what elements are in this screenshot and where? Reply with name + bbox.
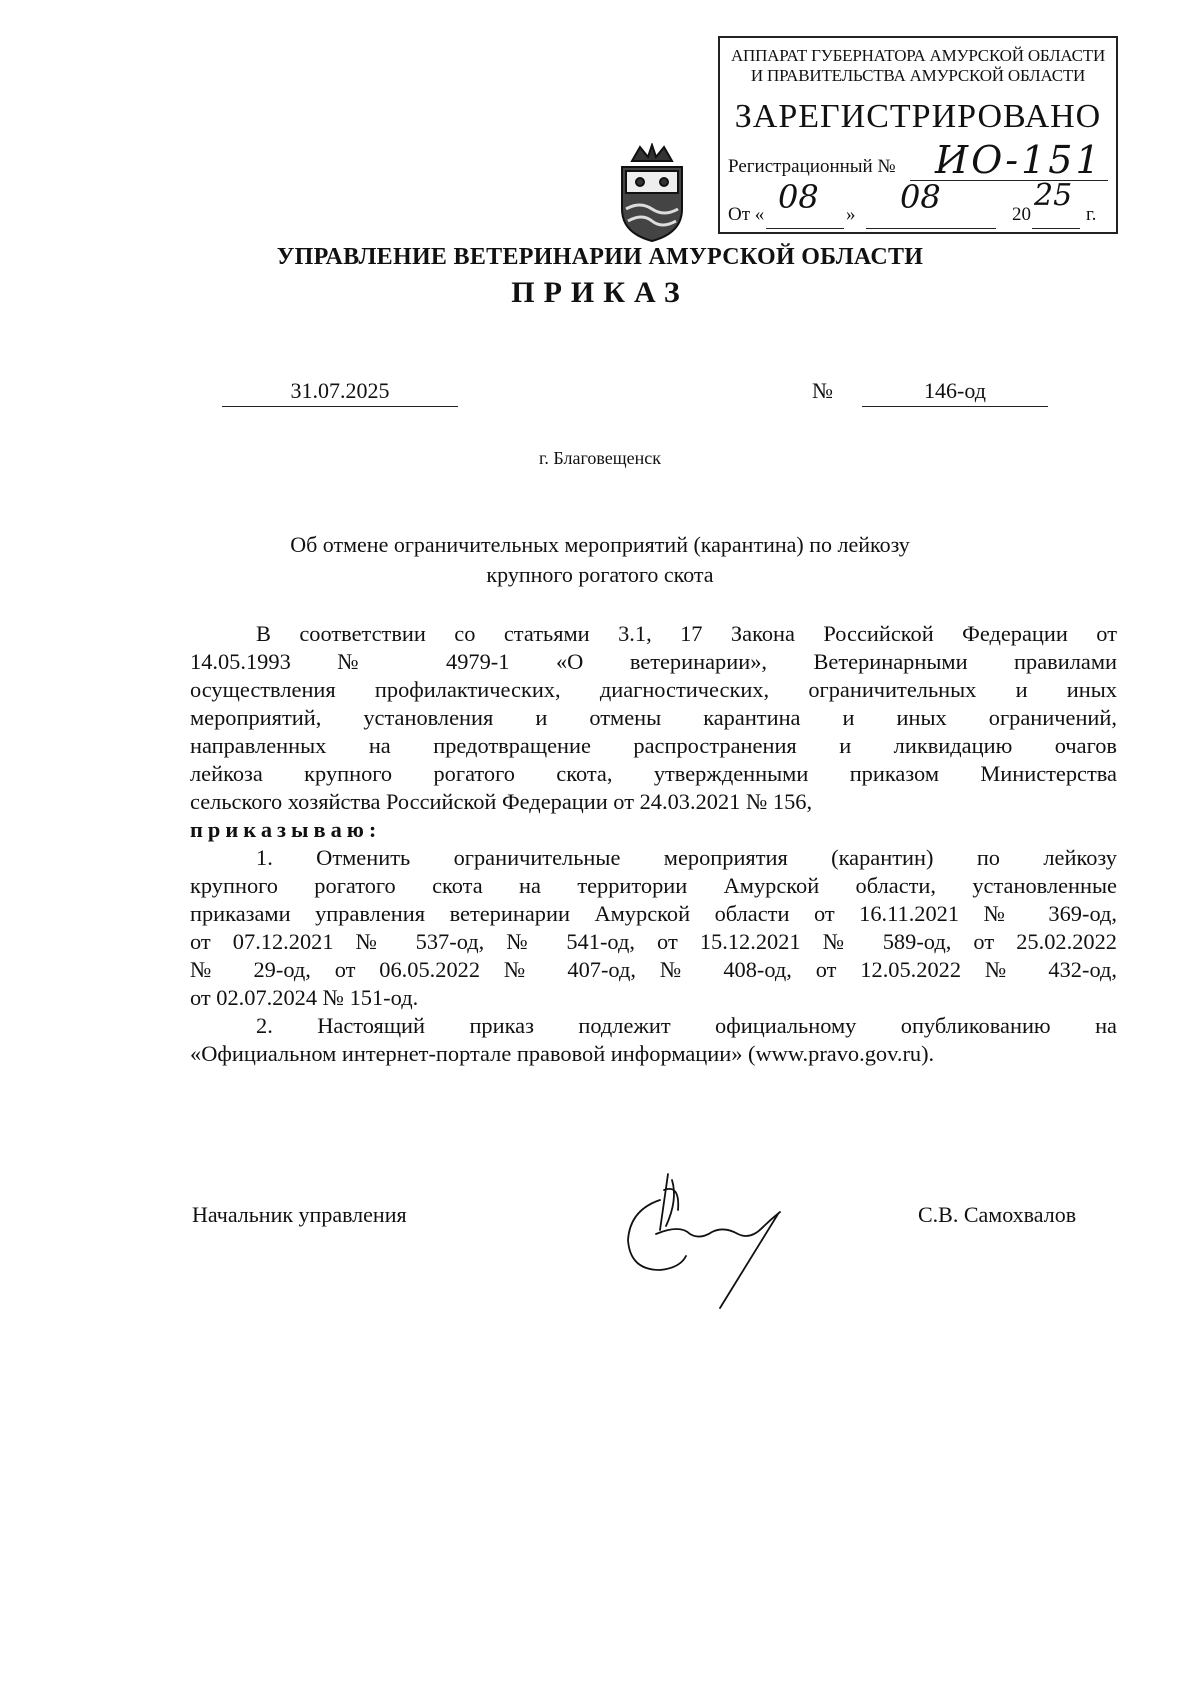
stamp-date-day: 08 <box>778 178 819 216</box>
document-date: 31.07.2025 <box>290 378 390 403</box>
stamp-date-mid: » <box>846 204 856 225</box>
preamble-line: 14.05.1993 № 4979-1 «О ветеринарии», Ветеринарными правилами <box>190 649 1117 674</box>
item-1-line: № 29-од, от 06.05.2022 № 407-од, № 408-од, от 12.05.2022 № 432-од, <box>190 957 1117 982</box>
preamble-line: направленных на предотвращение распространения и ликвидацию очагов <box>190 733 1117 758</box>
coat-of-arms-emblem <box>610 143 694 243</box>
number-sign: № <box>812 378 833 403</box>
stamp-date-prefix: От « <box>728 204 765 225</box>
item-1-line: крупного рогатого скота на территории Амурской области, установленные <box>190 873 1117 898</box>
preamble-line: осуществления профилактических, диагностических, ограничительных и иных <box>190 677 1117 702</box>
preamble-line: лейкоза крупного рогатого скота, утвержденными приказом Министерства <box>190 761 1117 786</box>
order-word: приказываю: <box>190 817 382 842</box>
registration-stamp <box>718 36 1118 234</box>
stamp-date-month: 08 <box>900 178 941 216</box>
stamp-year-prefix: 20 <box>1012 204 1031 225</box>
document-subject <box>250 530 950 590</box>
document-number: 146-од <box>924 378 986 403</box>
signatory-name: С.В. Самохвалов <box>918 1202 1077 1227</box>
item-2-line: 2. Настоящий приказ подлежит официальному опубликованию на <box>256 1013 1117 1038</box>
item-1-line: от 02.07.2024 № 151-од. <box>190 985 419 1010</box>
document-type: ПРИКАЗ <box>511 276 689 309</box>
organization-title: УПРАВЛЕНИЕ ВЕТЕРИНАРИИ АМУРСКОЙ ОБЛАСТИ <box>276 244 924 270</box>
stamp-org-line-2: И ПРАВИТЕЛЬСТВА АМУРСКОЙ ОБЛАСТИ <box>750 66 1086 85</box>
stamp-reg-number-value: ИО-151 <box>935 138 1103 182</box>
item-1-line: приказами управления ветеринарии Амурской области от 16.11.2021 № 369-од, <box>190 901 1117 926</box>
document-number-underline <box>862 406 1048 407</box>
subject-line-1: Об отмене ограничительных мероприятий (карантина) по лейкозу <box>290 532 910 557</box>
preamble-line: сельского хозяйства Российской Федерации от 24.03.2021 № 156, <box>190 789 813 814</box>
signatory-position: Начальник управления <box>192 1202 407 1227</box>
preamble-line: В соответствии со статьями 3.1, 17 Закона Российской Федерации от <box>256 621 1117 646</box>
stamp-year-suffix: 25 <box>1034 178 1073 213</box>
stamp-reg-number-label: Регистрационный № <box>728 156 896 177</box>
stamp-org-line-1: АППАРАТ ГУБЕРНАТОРА АМУРСКОЙ ОБЛАСТИ <box>730 46 1106 65</box>
stamp-year-line <box>1032 228 1080 229</box>
preamble-line: мероприятий, установления и отмены карантина и иных ограничений, <box>190 705 1117 730</box>
city-line: г. Благовещенск <box>539 448 661 468</box>
stamp-month-line <box>866 228 996 229</box>
handwritten-signature <box>620 1170 820 1310</box>
document-date-underline <box>222 406 458 407</box>
stamp-status: ЗАРЕГИСТРИРОВАНО <box>734 98 1102 135</box>
item-2-line: «Официальном интернет-портале правовой информации» (www.pravo.gov.ru). <box>190 1041 935 1066</box>
item-1-line: от 07.12.2021 № 537-од, № 541-од, от 15.12.2021 № 589-од, от 25.02.2022 <box>190 929 1117 954</box>
subject-line-2: крупного рогатого скота <box>486 562 714 587</box>
stamp-day-line <box>766 228 844 229</box>
item-1-line: 1. Отменить ограничительные мероприятия (карантин) по лейкозу <box>256 845 1117 870</box>
stamp-year-end: г. <box>1086 204 1097 225</box>
